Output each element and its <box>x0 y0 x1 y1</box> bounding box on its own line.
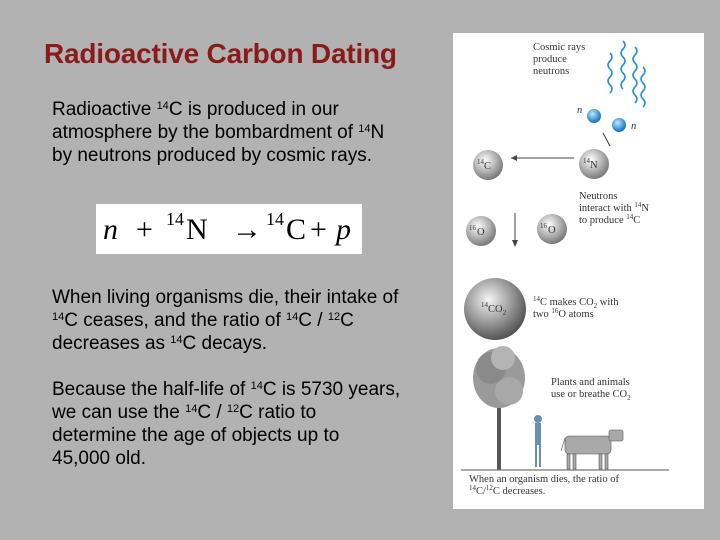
label-produce: produce <box>533 54 567 65</box>
label-neutrons-interact: Neutrons <box>579 191 618 202</box>
label-n-1: n <box>577 105 583 116</box>
paragraph-half-life: Because the half-life of $^{14}$C is 5730 years, we can use the $^{14}$C / $^{12}$C ratio to determine the age of objects up to 45,000 old. <box>52 379 401 469</box>
cosmic-ray-waves-icon <box>608 41 645 107</box>
eq-neutron: n <box>103 213 118 246</box>
eq-plus-2: + <box>310 213 327 246</box>
svg-text:O: O <box>548 225 556 236</box>
eq-nitrogen: N <box>186 213 208 246</box>
eq-sup-n: 14 <box>166 209 184 229</box>
label-plants-animals: Plants and animals <box>551 377 630 388</box>
slide-title: Radioactive Carbon Dating <box>44 38 397 69</box>
svg-text:14: 14 <box>477 158 484 166</box>
carbon-cycle-figure <box>453 33 704 509</box>
svg-text:use or breathe CO2: use or breathe $CO_2$ <box>551 389 631 402</box>
svg-text:O: O <box>477 227 485 238</box>
neutron-icon <box>587 109 601 123</box>
tree-icon <box>473 346 525 470</box>
label-cosmic-rays: Cosmic rays <box>533 42 586 53</box>
eq-proton: p <box>336 213 351 246</box>
paragraph-production: Radioactive $^{14}$C is produced in our atmosphere by the bombardment of $^{14}$N by neutrons produced by cosmic rays. <box>52 99 385 166</box>
svg-text:14: 14 <box>481 301 488 309</box>
arrow-neutron-icon <box>603 133 610 146</box>
person-icon <box>534 415 542 467</box>
eq-carbon: C <box>286 213 307 246</box>
svg-text:CO2: $CO_2$ <box>488 304 507 317</box>
svg-text:C: C <box>484 161 492 172</box>
svg-text:14C/12C decreases.: $^{14}$C/$^{12}$C decreases. <box>469 484 546 497</box>
eq-plus-1: + <box>136 213 153 246</box>
svg-text:16: 16 <box>540 222 547 230</box>
eq-arrow: → <box>232 213 262 246</box>
nuclear-equation <box>96 204 362 254</box>
svg-text:to produce 14C: to produce $^{14}$C <box>579 213 641 226</box>
neutron-icon <box>612 118 626 132</box>
svg-text:interact with 14N: interact with $^{14}$N <box>579 201 649 214</box>
label-organism-dies: When an organism dies, the ratio of <box>469 474 619 485</box>
svg-text:14C makes CO2 with: $^{14}$C makes $CO_2$ with <box>533 295 619 310</box>
svg-text:N: N <box>590 160 598 171</box>
label-neutrons: neutrons <box>533 66 570 77</box>
svg-text:two 16O atoms: two $^{16}$O atoms <box>533 307 594 320</box>
svg-text:14: 14 <box>583 157 590 165</box>
eq-sup-c: 14 <box>266 209 284 229</box>
svg-text:16: 16 <box>469 224 476 232</box>
cow-icon <box>561 430 623 469</box>
paragraph-decay: When living organisms die, their intake of $^{14}$C ceases, and the ratio of $^{14}$C / $^{12}$C decreases as $^{14}$C decays. <box>52 287 399 354</box>
label-n-2: n <box>631 121 637 132</box>
